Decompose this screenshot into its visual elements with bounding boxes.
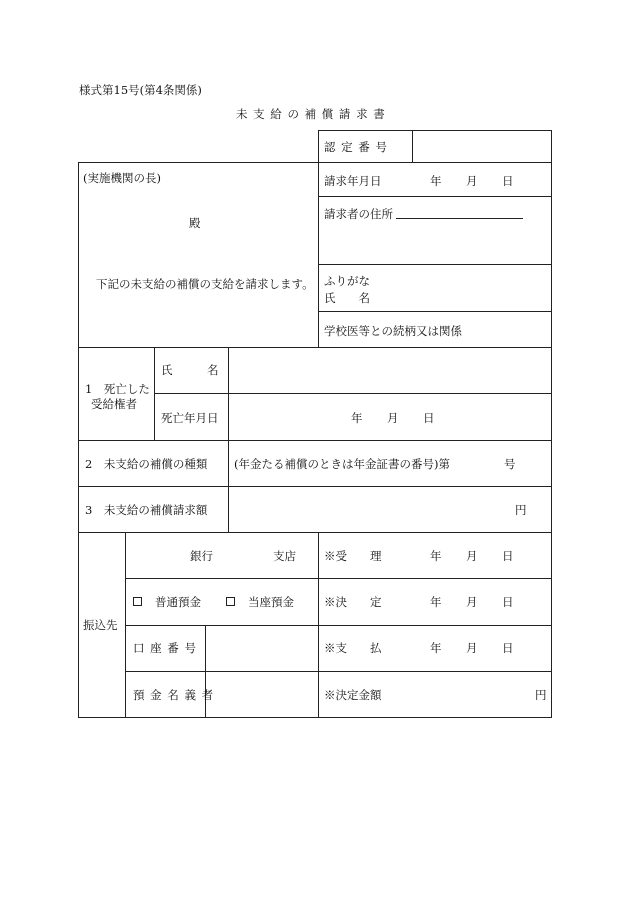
form-number: 様式第15号(第4条関係) — [79, 83, 202, 97]
decided-label: ※決 定 — [324, 595, 382, 609]
decided-month: 月 — [466, 595, 478, 609]
decided-day: 日 — [502, 595, 514, 609]
pension-number-suffix: 号 — [504, 457, 516, 471]
decided-amount-unit: 円 — [535, 688, 547, 702]
paid-label: ※支 払 — [324, 641, 382, 655]
institution-head-label: (実施機関の長) — [83, 171, 161, 185]
request-date-year: 年 — [430, 174, 442, 188]
address-label: 請求者の住所 — [324, 207, 393, 221]
claimant-name-label: 氏 名 — [324, 291, 370, 305]
address-underline[interactable] — [396, 218, 523, 219]
paid-day: 日 — [502, 641, 514, 655]
request-date-month: 月 — [466, 174, 478, 188]
request-date-label: 請求年月日 — [324, 174, 382, 188]
death-date-day: 日 — [423, 411, 435, 425]
account-holder-label: 預 金 名 義 者 — [133, 688, 215, 702]
death-date-month: 月 — [387, 411, 399, 425]
document-title: 未 支 給 の 補 償 請 求 書 — [236, 107, 386, 121]
bank-label: 銀行 — [190, 549, 213, 563]
deceased-name-label: 氏 名 — [161, 363, 219, 377]
claim-amount-label: 3 未支給の補償請求額 — [85, 503, 208, 517]
death-date-year: 年 — [351, 411, 363, 425]
pension-certificate-note: (年金たる補償のときは年金証書の番号)第 — [234, 457, 450, 471]
relationship-label: 学校医等との続柄又は関係 — [324, 324, 462, 338]
received-year: 年 — [430, 549, 442, 563]
request-date-day: 日 — [502, 174, 514, 188]
certification-number-label: 認 定 番 号 — [324, 140, 388, 154]
deceased-section-label-1: 1 死亡した — [85, 382, 150, 396]
paid-year: 年 — [430, 641, 442, 655]
transfer-label: 振込先 — [83, 618, 118, 632]
ordinary-deposit-checkbox[interactable] — [133, 597, 142, 606]
claim-amount-unit: 円 — [515, 503, 527, 517]
honorific: 殿 — [189, 216, 201, 230]
branch-label: 支店 — [273, 549, 296, 563]
decided-amount-label: ※決定金額 — [324, 688, 382, 702]
table-top-border — [78, 162, 552, 163]
account-number-label: 口 座 番 号 — [133, 641, 197, 655]
current-deposit-label: 当座預金 — [248, 595, 294, 609]
benefit-type-label: 2 未支給の補償の種類 — [85, 457, 208, 471]
received-day: 日 — [502, 549, 514, 563]
current-deposit-checkbox[interactable] — [226, 597, 235, 606]
received-month: 月 — [466, 549, 478, 563]
death-date-label: 死亡年月日 — [161, 411, 219, 425]
request-statement: 下記の未支給の補償の支給を請求します。 — [96, 277, 314, 291]
paid-month: 月 — [466, 641, 478, 655]
certification-number-value[interactable] — [420, 139, 546, 155]
received-label: ※受 理 — [324, 549, 382, 563]
decided-year: 年 — [430, 595, 442, 609]
ordinary-deposit-label: 普通預金 — [155, 595, 201, 609]
furigana-label: ふりがな — [324, 274, 370, 288]
deceased-section-label-2: 受給権者 — [91, 397, 137, 411]
